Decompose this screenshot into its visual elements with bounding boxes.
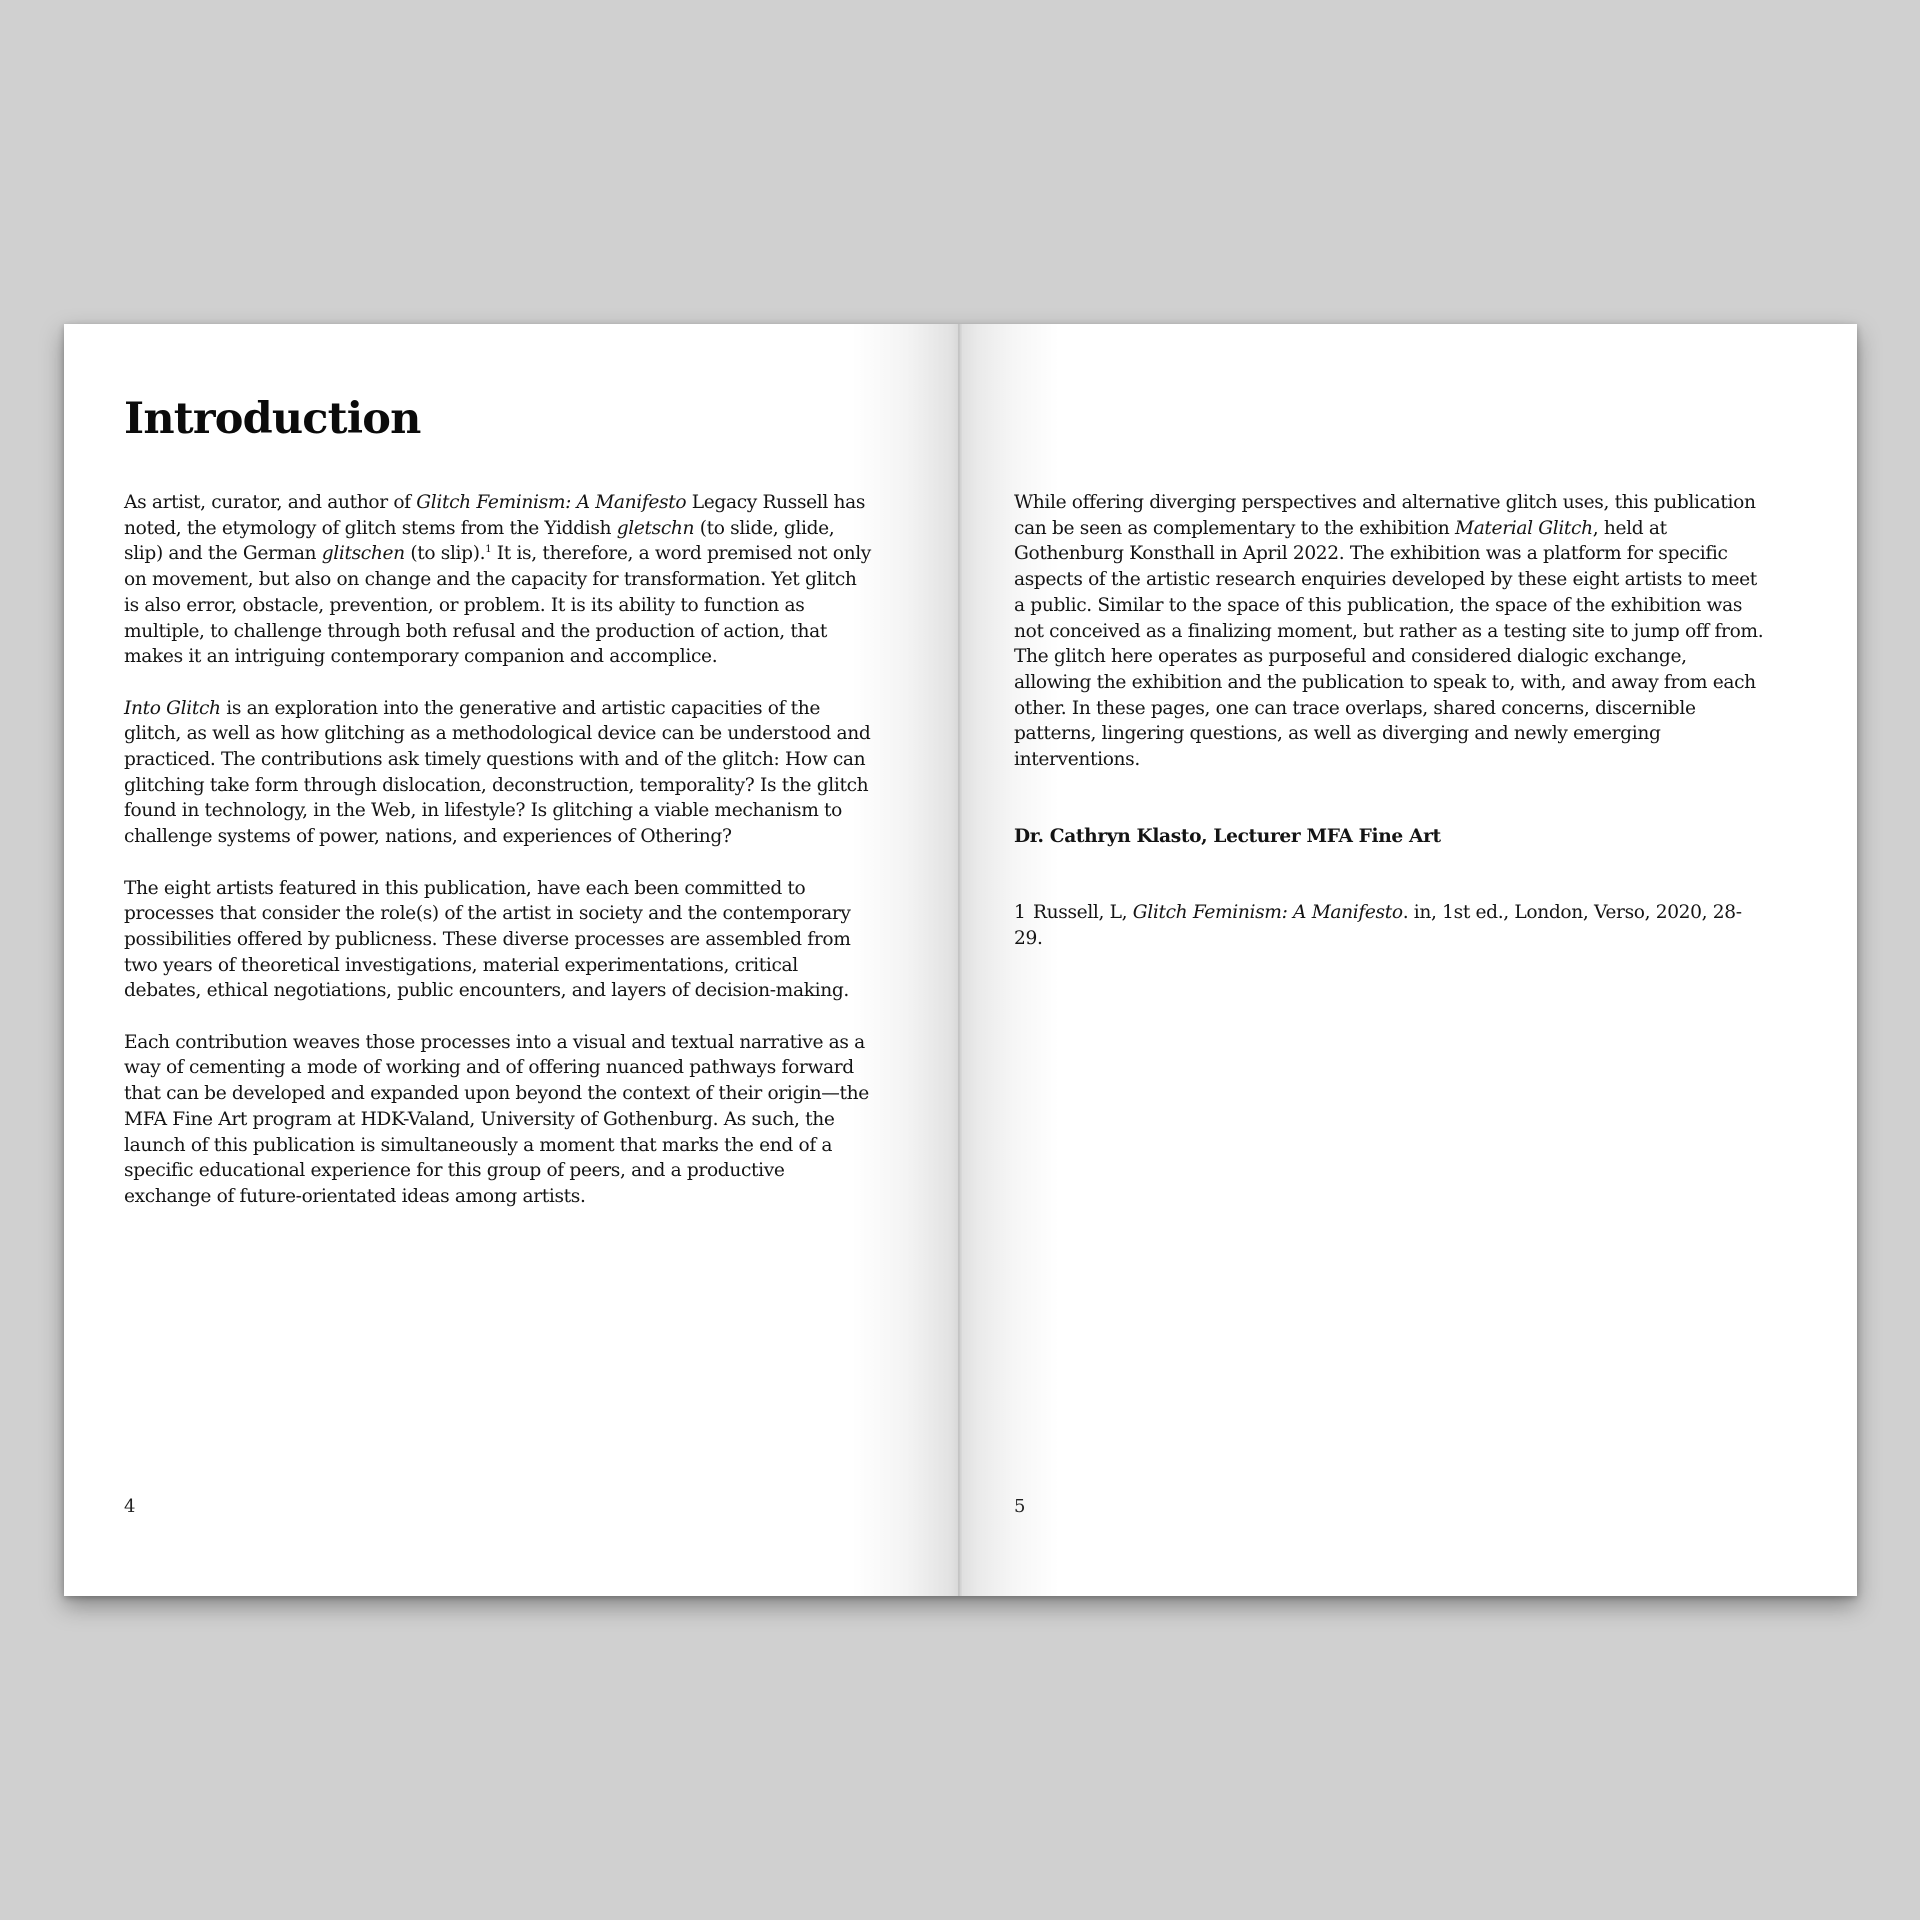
page-number-left: 4 — [124, 1496, 136, 1517]
page-number-right: 5 — [1014, 1496, 1026, 1517]
footnote-number: 1 — [1014, 902, 1026, 924]
term-italic: gletschn — [616, 517, 695, 539]
publication-title-italic: Into Glitch — [124, 697, 221, 719]
term-italic: glitschen — [321, 543, 405, 565]
right-page — [960, 324, 1857, 1596]
right-text-column — [1014, 490, 1766, 978]
paragraph-exhibition: While offering diverging perspectives and alternative glitch uses, this publication can be seen as complementary to the exhibition Material Glitch, held at Gothenburg Konsthall in April 2022. The exhibition was a platform for specific aspects of the artistic research enquiries developed by these eight artists to meet a public. Similar to the space of this publication, the space of the exhibition was not conceived as a finalizing moment, but rather as a testing site to jump off from. The glitch here operates as purposeful and considered dialogic exchange, allowing the exhibition and the publication to speak to, with, and away from each other. In these pages, one can trace overlaps, shared concerns, discernible patterns, lingering questions, as well as diverging and newly emerging interventions. — [1014, 492, 1764, 771]
paragraph-into-glitch: Into Glitch is an exploration into the generative and artistic capacities of the glitch, as well as how glitching as a methodological device can be understood and practiced. The contributions ask timely questions with and of the glitch: How can glitching take form through dislocation, deconstruction, temporality? Is the glitch found in technology, in the Web, in lifestyle? Is glitching a viable mechanism to challenge systems of power, nations, and experiences of Othering? — [124, 697, 871, 848]
paragraph-artists: The eight artists featured in this publication, have each been committed to processes that consider the role(s) of the artist in society and the contemporary possibilities offered by publicness. These diverse processes are assembled from two years of theoretical investigations, material experimentations, critical debates, ethical negotiations, public encounters, and layers of decision-making. — [124, 877, 851, 1002]
left-page — [64, 324, 960, 1596]
footnote-reference[interactable]: 1 — [485, 544, 492, 556]
exhibition-title-italic: Material Glitch — [1455, 517, 1593, 539]
footnote-book-title-italic: Glitch Feminism: A Manifesto — [1132, 902, 1403, 924]
book-spread — [64, 324, 1857, 1596]
page-title: Introduction — [124, 394, 421, 444]
paragraph-contributions: Each contribution weaves those processes into a visual and textual narrative as a way of cementing a mode of working and of offering nuanced pathways forward that can be developed and expanded upon beyond the context of their origin—the MFA Fine Art program at HDK-Valand, University of Gothenburg. As such, the launch of this publication is simultaneously a moment that marks the end of a specific educational experience for this group of peers, and a productive exchange of future-orientated ideas among artists. — [124, 1031, 869, 1207]
footnote: 1 Russell, L, Glitch Feminism: A Manifesto. in, 1st ed., London, Verso, 2020, 28-29. — [1014, 902, 1742, 950]
book-gutter — [958, 324, 962, 1596]
left-text-column — [124, 490, 876, 1235]
book-title-italic: Glitch Feminism: A Manifesto — [416, 492, 687, 513]
author-signature: Dr. Cathryn Klasto, Lecturer MFA Fine Art — [1014, 825, 1441, 847]
paragraph-etymology: As artist, curator, and author of Glitch Feminism: A Manifesto Legacy Russell has noted, the etymology of glitch stems from the Yiddish gletschn (to slide, glide, slip) and the German glitschen (to slip).$^1$ It is, therefore, a word premised not only on movement, but also on change and the capacity for transformation. Yet glitch is also error, obstacle, prevention, or problem. It is its ability to function as multiple, to challenge through both refusal and the production of action, that makes it an intriguing contemporary companion and accomplice. — [124, 492, 871, 668]
